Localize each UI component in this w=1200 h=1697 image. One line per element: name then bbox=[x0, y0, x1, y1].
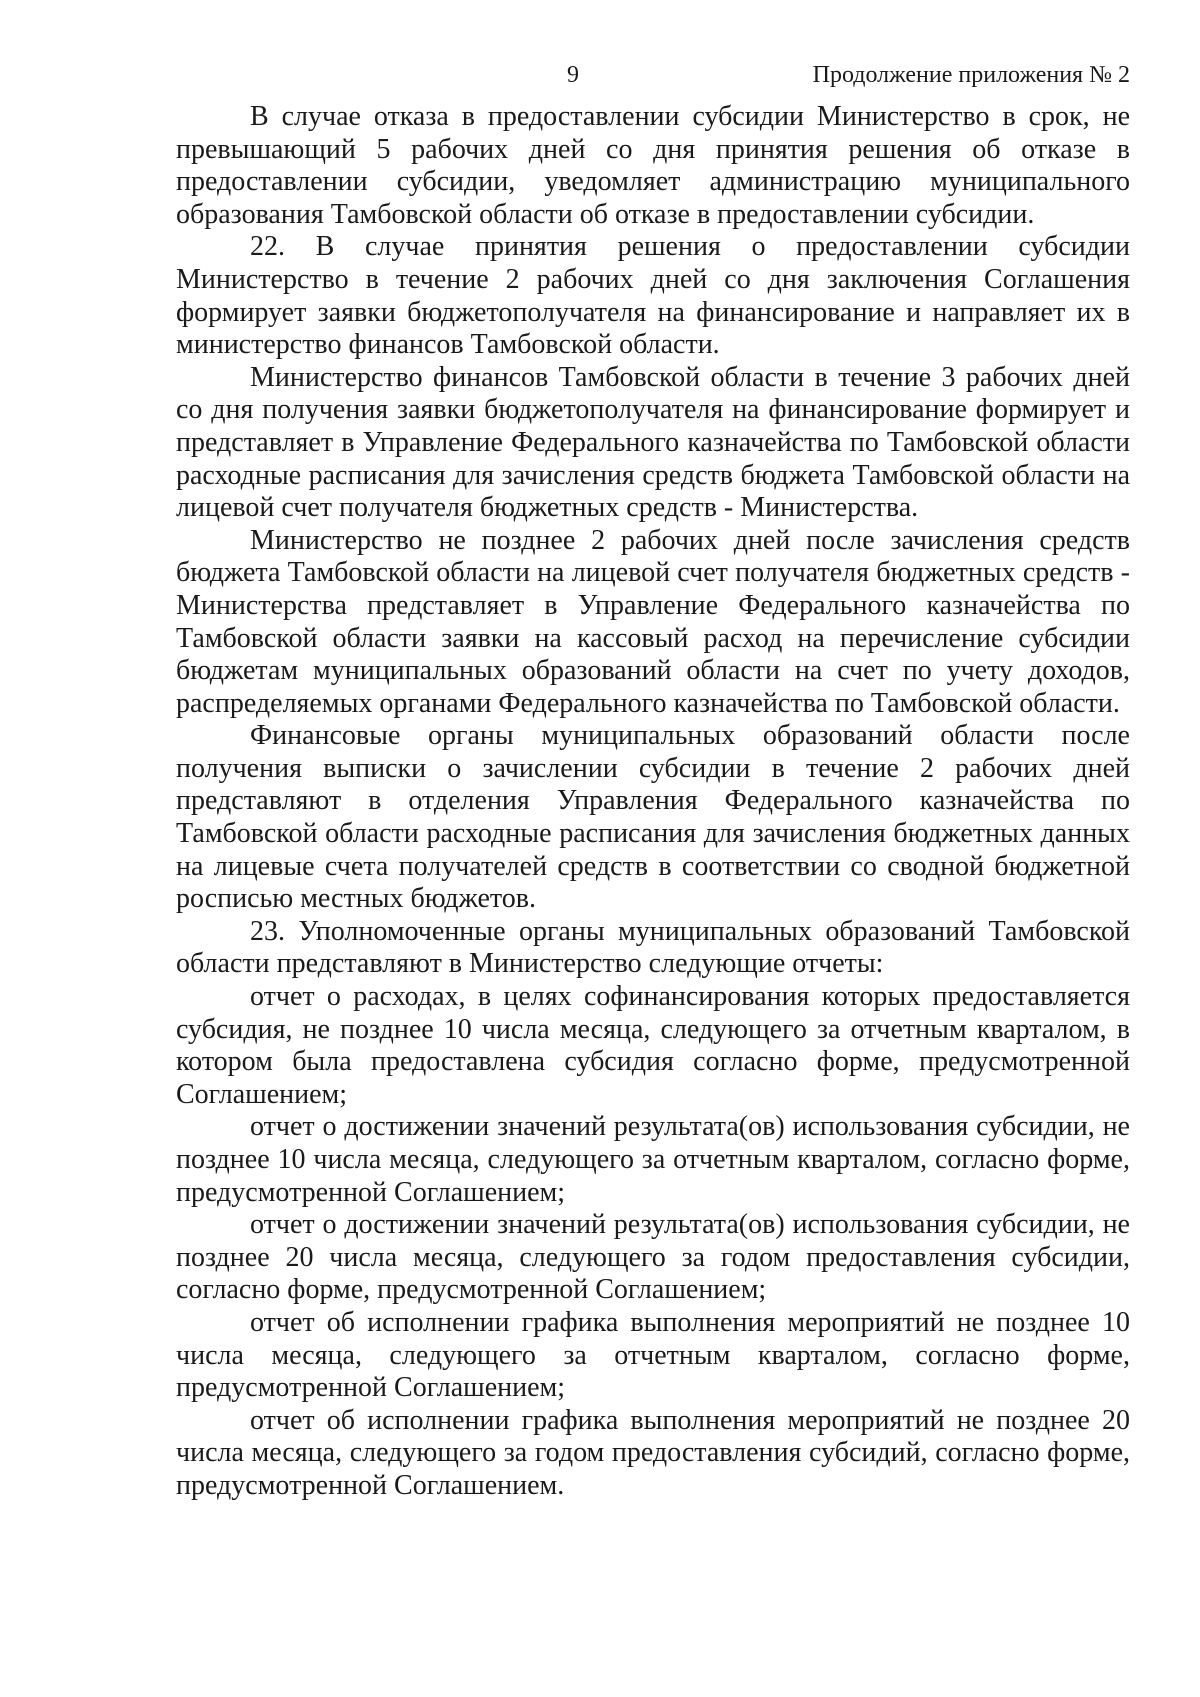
page-number: 9 bbox=[567, 62, 579, 88]
paragraph-refusal-notice: В случае отказа в предоставлении субсидии Министерство в срок, не превышающий 5 рабочих дней со дня принятия решения об отказе в предоставлении субсидии, уведомляет администрацию муниципального образования Тамбовской области об отказе в предоставлении субсидии. bbox=[176, 101, 1130, 230]
list-item-schedule-report-annual: отчет об исполнении графика выполнения мероприятий не позднее 20 числа месяца, следующего за годом предоставления субсидий, согласно форме, предусмотренной Соглашением. bbox=[176, 1404, 1130, 1501]
list-item-results-report-quarterly: отчет о достижении значений результата(ов) использования субсидии, не позднее 10 числа месяца, следующего за отчетным кварталом, согласно форме, предусмотренной Соглашением; bbox=[176, 1111, 1130, 1208]
paragraph-finance-ministry: Министерство финансов Тамбовской области в течение 3 рабочих дней со дня получения заявки бюджетополучателя на финансирование формирует и представляет в Управление Федерального казначейства по Тамбовской области расходные расписания для зачисления средств бюджета Тамбовской области на лицевой счет получателя бюджетных средств - Министерства. bbox=[176, 361, 1130, 524]
list-item-schedule-report-quarterly: отчет об исполнении графика выполнения мероприятий не позднее 10 числа месяца, следующего за отчетным кварталом, согласно форме, предусмотренной Соглашением; bbox=[176, 1306, 1130, 1404]
paragraph-item-22: 22. В случае принятия решения о предоставлении субсидии Министерство в течение 2 рабочих дней со дня заключения Соглашения формирует заявки бюджетополучателя на финансирование и направляет их в министерство финансов Тамбовской области. bbox=[176, 231, 1130, 361]
paragraph-financial-bodies: Финансовые органы муниципальных образований области после получения выписки о зачислении субсидии в течение 2 рабочих дней представляют в отделения Управления Федерального казначейства по Тамбовской области расходные расписания для зачисления бюджетных данных на лицевые счета получателей средств в соответствии со сводной бюджетной росписью местных бюджетов. bbox=[176, 720, 1130, 915]
list-item-expense-report: отчет о расходах, в целях софинансирования которых предоставляется субсидия, не позднее 10 числа месяца, следующего за отчетным кварталом, в котором была предоставлена субсидия согласно форме, предусмотренной Соглашением; bbox=[176, 981, 1130, 1110]
paragraph-item-23: 23. Уполномоченные органы муниципальных образований Тамбовской области представляют в Министерство следующие отчеты: bbox=[176, 915, 1130, 980]
paragraph-treasury-requests: Министерство не позднее 2 рабочих дней после зачисления средств бюджета Тамбовской области на лицевой счет получателя бюджетных средств - Министерства представляет в Управление Федерального казначейства по Тамбовской области заявки на кассовый расход на перечисление субсидии бюджетам муниципальных образований области на счет по учету доходов, распределяемых органами Федерального казначейства по Тамбовской области. bbox=[176, 524, 1130, 719]
appendix-continuation-label: Продолжение приложения № 2 bbox=[812, 62, 1130, 88]
document-body bbox=[176, 101, 1130, 1503]
list-item-results-report-annual: отчет о достижении значений результата(ов) использования субсидии, не позднее 20 числа месяца, следующего за годом предоставления субсидии, согласно форме, предусмотренной Соглашением; bbox=[176, 1209, 1130, 1306]
